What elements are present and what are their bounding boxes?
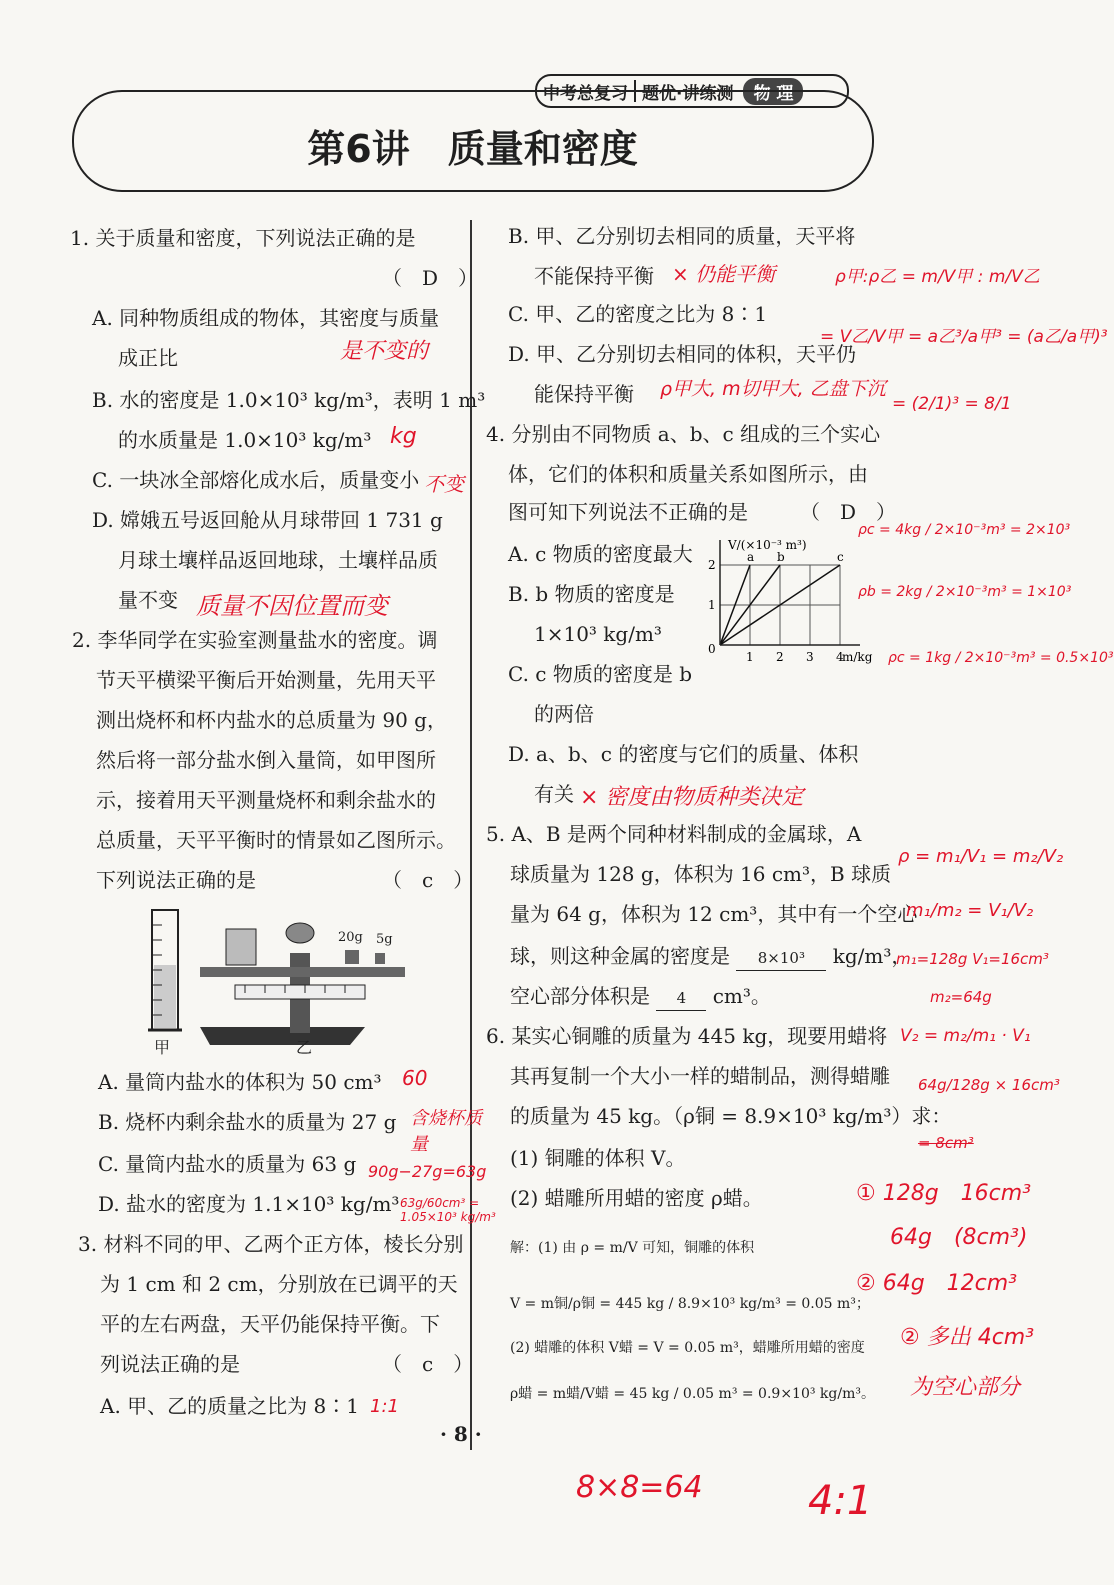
q2-line3: 测出烧杯和杯内盐水的总质量为 90 g， bbox=[96, 708, 447, 732]
hw-note-q5c: m₁=128g V₁=16cm³ bbox=[896, 950, 1049, 968]
hw-note-q5b: m₁/m₂ = V₁/V₂ bbox=[906, 900, 1034, 921]
q4-option-b: B. b 物质的密度是 bbox=[508, 582, 675, 606]
q5-line5-text: 空心部分体积是 bbox=[510, 984, 650, 1008]
x-tick-label: 1 bbox=[746, 650, 754, 664]
balance-scale bbox=[200, 923, 405, 1045]
q2-line6: 总质量，天平平衡时的情景如乙图所示。 bbox=[96, 828, 456, 852]
hw-note-q5g: = 8cm³ bbox=[918, 1134, 974, 1152]
q1-option-a: A. 同种物质组成的物体，其密度与质量 bbox=[92, 306, 440, 330]
hw-note-q1d: 质量不因位置而变 bbox=[196, 592, 388, 620]
q4-answer: （ D ） bbox=[800, 500, 897, 524]
x-tick-label: 4 bbox=[836, 650, 844, 664]
q6-line3: 的质量为 45 kg。（ρ铜 = 8.9×10³ kg/m³）求： bbox=[510, 1104, 952, 1128]
graph-grid bbox=[708, 558, 844, 664]
q4-option-b-cont: 1×10³ kg/m³ bbox=[534, 622, 662, 646]
q2-option-a: A. 量筒内盐水的体积为 50 cm³ bbox=[98, 1070, 382, 1094]
y-tick-label: 1 bbox=[708, 598, 716, 612]
subject-badge: 物 理 bbox=[743, 78, 803, 105]
series-label-b: b bbox=[777, 550, 785, 564]
hw-note-q2b: 含烧杯质量 bbox=[410, 1108, 482, 1155]
q5-line4-unit: kg/m³， bbox=[832, 944, 912, 968]
hw-note-q5a: ρ = m₁/V₁ = m₂/V₂ bbox=[898, 846, 1064, 867]
hw-note-q4d: × 密度由物质种类决定 bbox=[580, 785, 804, 810]
origin-label: 0 bbox=[708, 642, 716, 656]
hw-note-bottom-a: 8×8=64 bbox=[576, 1470, 703, 1505]
weight-20g-label: 20g bbox=[338, 930, 363, 945]
q5-line3: 量为 64 g，体积为 12 cm³，其中有一个空心 bbox=[510, 902, 918, 926]
q3-option-d: D. 甲、乙分别切去相同的体积，天平仍 bbox=[508, 342, 857, 366]
q1-answer: （ D ） bbox=[382, 266, 479, 290]
q4-option-a: A. c 物质的密度最大 bbox=[508, 542, 693, 566]
graph-series bbox=[720, 550, 844, 645]
q6-line2: 其再复制一个大小一样的蜡制品，测得蜡雕 bbox=[510, 1064, 890, 1088]
hw-note-q1b: kg bbox=[390, 424, 417, 449]
series-label-c: c bbox=[837, 550, 844, 564]
hw-note-q5i: 64g (8cm³) bbox=[890, 1225, 1028, 1250]
q4-option-c-cont: 的两倍 bbox=[534, 702, 594, 726]
hw-note-q3d: = V乙/V甲 = a乙³/a甲³ = (a乙/a甲)³ bbox=[820, 327, 1108, 347]
hw-note-q4c: ρc = 1kg / 2×10⁻³m³ = 0.5×10³ bbox=[888, 650, 1114, 666]
hw-note-q4a: ρc = 4kg / 2×10⁻³m³ = 2×10³ bbox=[858, 522, 1071, 538]
q3-line3: 平的左右两盘，天平仍能保持平衡。下 bbox=[100, 1312, 440, 1336]
hw-note-bottom-b: 4:1 bbox=[808, 1478, 873, 1524]
page-number: · 8 · bbox=[440, 1422, 482, 1446]
hw-note-q2d: 63g/60cm³ = 1.05×10³ kg/m³ bbox=[400, 1196, 496, 1224]
q1-option-d-cont2: 量不变 bbox=[118, 588, 178, 612]
q3-option-b-cont: 不能保持平衡 bbox=[534, 264, 654, 288]
q5-blank-density: 8×10³ bbox=[736, 946, 826, 971]
q3-option-b: B. 甲、乙分别切去相同的质量，天平将 bbox=[508, 224, 856, 248]
q1-option-b-cont: 的水质量是 1.0×10³ kg/m³ bbox=[118, 428, 372, 452]
y-axis-label: V/(×10⁻³ m³) bbox=[728, 538, 807, 552]
q6-line1: 6. 某实心铜雕的质量为 445 kg，现要用蜡将 bbox=[486, 1024, 888, 1048]
hw-note-q3f: ρ甲大, m切甲大, 乙盘下沉 bbox=[660, 378, 886, 400]
q3-answer: （ c ） bbox=[382, 1352, 474, 1376]
q6-part1: (1) 铜雕的体积 V。 bbox=[510, 1146, 686, 1170]
hw-note-q5h: ① 128g 16cm³ bbox=[856, 1181, 1032, 1206]
weight-5g-label: 5g bbox=[376, 932, 393, 947]
hw-note-q5f: 64g/128g × 16cm³ bbox=[918, 1076, 1060, 1094]
graduated-cylinder bbox=[148, 910, 182, 1030]
figure-a-label: 甲 bbox=[154, 1038, 171, 1057]
q4-line1: 4. 分别由不同物质 a、b、c 组成的三个实心 bbox=[486, 422, 881, 446]
series-label-a: a bbox=[747, 550, 755, 564]
q2-option-b: B. 烧杯内剩余盐水的质量为 27 g bbox=[98, 1110, 397, 1134]
q5-line1: 5. A、B 是两个同种材料制成的金属球，A bbox=[486, 822, 862, 846]
q3-line2: 为 1 cm 和 2 cm，分别放在已调平的天 bbox=[100, 1272, 458, 1296]
q3-line4: 列说法正确的是 bbox=[100, 1352, 240, 1376]
q5-line5-unit: cm³。 bbox=[712, 984, 771, 1008]
figure-b-label: 乙 bbox=[296, 1038, 313, 1057]
hw-note-q4b: ρb = 2kg / 2×10⁻³m³ = 1×10³ bbox=[858, 584, 1072, 600]
q2-option-d: D. 盐水的密度为 1.1×10³ kg/m³ bbox=[98, 1192, 400, 1216]
q6-solution-3: (2) 蜡雕的体积 V蜡 = V = 0.05 m³，蜡雕所用蜡的密度 bbox=[510, 1340, 865, 1356]
q6-part2: (2) 蜡雕所用蜡的密度 ρ蜡。 bbox=[510, 1186, 763, 1210]
q4-option-c: C. c 物质的密度是 b bbox=[508, 662, 693, 686]
q1-stem: 1. 关于质量和密度，下列说法正确的是 bbox=[70, 226, 416, 250]
q6-solution-2: V = m铜/ρ铜 = 445 kg / 8.9×10³ kg/m³ = 0.05 m³； bbox=[510, 1296, 870, 1312]
q2-answer: （ c ） bbox=[382, 868, 474, 892]
q2-line1: 2. 李华同学在实验室测量盐水的密度。调 bbox=[72, 628, 438, 652]
hw-note-q5l: 为空心部分 bbox=[910, 1375, 1021, 1400]
q5-line4 bbox=[510, 944, 911, 971]
q6-solution-1: 解：(1) 由 ρ = m/V 可知，铜雕的体积 bbox=[510, 1240, 755, 1256]
x-axis-label: m/kg bbox=[842, 650, 873, 664]
q2-line2: 节天平横梁平衡后开始测量，先用天平 bbox=[96, 668, 436, 692]
hw-note-q1c: 不变 bbox=[424, 472, 464, 496]
q2-line5: 示，接着用天平测量烧杯和剩余盐水的 bbox=[96, 788, 436, 812]
hw-note-q5d: m₂=64g bbox=[930, 988, 992, 1006]
q4-volume-mass-graph bbox=[700, 535, 890, 665]
hw-note-q3a: 1:1 bbox=[370, 1396, 399, 1417]
q1-option-d: D. 嫦娥五号返回舱从月球带回 1 731 g bbox=[92, 508, 443, 532]
q3-line1: 3. 材料不同的甲、乙两个正方体，棱长分别 bbox=[78, 1232, 464, 1256]
page-title: 第6讲 质量和密度 bbox=[307, 127, 638, 171]
x-tick-label: 3 bbox=[806, 650, 814, 664]
hw-note-q3b: × 仍能平衡 bbox=[672, 262, 776, 286]
q3-option-d-cont: 能保持平衡 bbox=[534, 382, 634, 406]
q4-line3: 图可知下列说法不正确的是 bbox=[508, 500, 748, 524]
q5-line4-text: 球，则这种金属的密度是 bbox=[510, 944, 730, 968]
hw-note-q5k: ② 多出 4cm³ bbox=[900, 1325, 1035, 1350]
q3-option-c: C. 甲、乙的密度之比为 8∶1 bbox=[508, 302, 768, 326]
q5-blank-volume: 4 bbox=[656, 986, 706, 1011]
hw-note-q1a: 是不变的 bbox=[340, 339, 429, 364]
q1-option-d-cont: 月球土壤样品返回地球，土壤样品质 bbox=[118, 548, 438, 572]
hw-note-q3c: ρ甲:ρ乙 = m/V甲 : m/V乙 bbox=[835, 267, 1040, 287]
q4-option-d-cont: 有关 bbox=[534, 782, 574, 806]
q1-option-c: C. 一块冰全部熔化成水后，质量变小 bbox=[92, 468, 420, 492]
q4-line2: 体，它们的体积和质量关系如图所示，由 bbox=[508, 462, 868, 486]
q2-line7: 下列说法正确的是 bbox=[96, 868, 256, 892]
q5-line5 bbox=[510, 984, 771, 1011]
series-label: 中考总复习 bbox=[543, 83, 628, 104]
hw-note-q5j: ② 64g 12cm³ bbox=[856, 1271, 1018, 1296]
q4-option-d: D. a、b、c 的密度与它们的质量、体积 bbox=[508, 742, 859, 766]
hw-note-q5e: V₂ = m₂/m₁ · V₁ bbox=[900, 1026, 1031, 1046]
q2-option-c: C. 量筒内盐水的质量为 63 g bbox=[98, 1152, 357, 1176]
q6-solution-4: ρ蜡 = m蜡/V蜡 = 45 kg / 0.05 m³ = 0.9×10³ kg/m³。 bbox=[510, 1386, 875, 1402]
q1-option-a-cont: 成正比 bbox=[118, 346, 178, 370]
q1-option-b: B. 水的密度是 1.0×10³ kg/m³，表明 1 m³ bbox=[92, 388, 486, 412]
hw-note-q3e: = (2/1)³ = 8/1 bbox=[892, 394, 1012, 414]
hw-note-q2c: 90g−27g=63g bbox=[368, 1162, 487, 1181]
hw-note-q2a: 60 bbox=[402, 1066, 428, 1090]
series-sublabel: 题优·讲练测 bbox=[642, 83, 734, 104]
q5-line2: 球质量为 128 g，体积为 16 cm³，B 球质 bbox=[510, 862, 892, 886]
x-tick-label: 2 bbox=[776, 650, 784, 664]
q3-option-a: A. 甲、乙的质量之比为 8∶1 bbox=[100, 1394, 359, 1418]
q2-line4: 然后将一部分盐水倒入量筒，如甲图所 bbox=[96, 748, 436, 772]
y-tick-label: 2 bbox=[708, 558, 716, 572]
